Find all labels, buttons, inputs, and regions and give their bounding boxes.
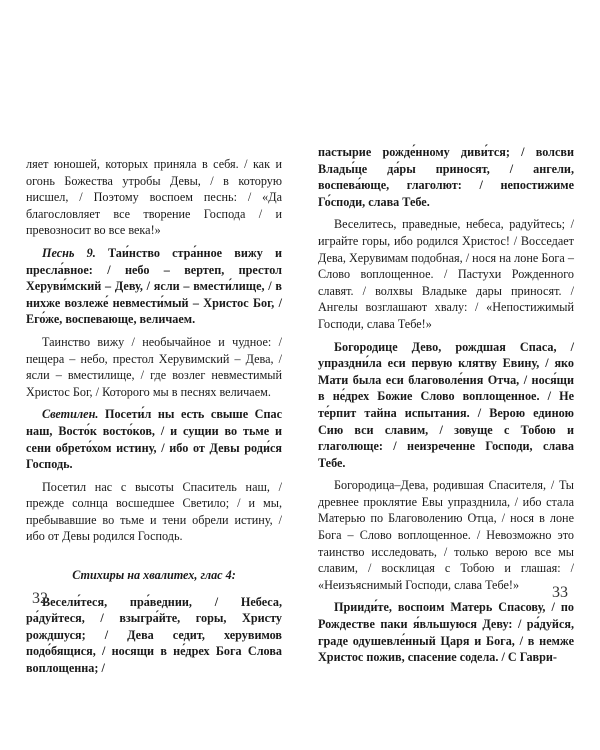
- left-paragraph-irmos: [26, 245, 282, 328]
- left-paragraph-svetilen: [26, 406, 282, 472]
- left-paragraph-6: Весели́теся, пра́веднии, / Небеса, ра́дуйтеся, / взыгра́йте, горы, Христу рождшуся; / Дева седит, херувимов подо́бящися, / носящи в не́дрех Бога Слова воплощенна; /: [26, 594, 282, 676]
- right-paragraph-5: Прииди́те, воспоим Матерь Спасову, / по Рождестве паки я́вльшуюся Деву: / ра́дуйся, граде одушевле́нный Царя и Бога, / в немже Христос пожив, спасение содела. / С Гаври-: [318, 600, 574, 665]
- page-number-left: 32: [32, 590, 48, 607]
- left-paragraph-1: ляет юношей, которых приняла в себя. / как и огонь Божества утробы Девы, / в которую нисшел, / Поэтому воспоем песнь: / «Да благословляет все творение Господа / и превозносит во все века!»: [26, 157, 282, 238]
- section-heading: Стихиры на хвалитех, глас 4:: [72, 568, 236, 583]
- left-paragraph-3: Таинство вижу / необычайное и чудное: / пещера – небо, престол Херувимский – Дева, / ясли – вместилище, / где возлег невместимый Христос Бог, / Которого мы в песнях величаем.: [26, 334, 282, 399]
- svetilen-text: Посети́л ны есть свыше Спас наш, Восто́к восто́ков, / и сущии во тьме и сени обрето́хом истину, / ибо от Девы роди́ся Господь.: [26, 407, 282, 472]
- page-number-right: 33: [552, 584, 568, 601]
- right-paragraph-2: Веселитесь, праведные, небеса, радуйтесь; / играйте горы, ибо родился Христос! / Восседает Дева, Херувимам подобная, / нося на лоне Бога – Слово воплощенное. / Пастухи Рожденного славят. / волхвы Владыке дары приносят. / Ангелы возглашают хвалу: / «Непостижимый Господи, слава Тебе!»: [318, 217, 574, 331]
- right-paragraph-3: Богородице Дево, рождшая Спаса, / упраздни́ла еси первую клятву Евину, / яко Мати была еси благоволе́ния Отча, / нося́щи в не́дрех Божие Слово воплощенное. / Не те́рпит тайна испытания. / Верою единою Сию вси славим, / зовуще с Тобою и глаголюще: / неизреченне Господи, слава Тебе.: [318, 339, 574, 470]
- right-page: [318, 144, 574, 672]
- ode-text: Таи́нство стра́нное вижу и пресла́вное: / небо – вертеп, престол Херуви́мский – Деву, / ясли – вмести́лище, / в нихже возлеже́ невмести́мый – Христос Бог, / Его́же, воспевающе, величаем.: [26, 245, 282, 327]
- right-paragraph-4: Богородица–Дева, родившая Спасителя, / Ты древнее проклятие Евы упразднила, / ибо стала Матерью по Благоволению Отца, / нося в лоне Бога – Слово воплощенное. / Невозможно это таинство исследовать, / только верою все мы славим, / восклицая с Тобою и глашая: / «Неизъяснимый Господи, слава Тебе!»: [318, 478, 574, 592]
- left-paragraph-5: Посетил нас с высоты Спаситель наш, / прежде солнца восшедшее Светило; / и мы, пребывавшие во тьме и тени обрели истину, / ибо от Девы родился Господь.: [26, 479, 282, 544]
- svetilen-label: Светилен.: [42, 407, 99, 422]
- left-page: [26, 156, 282, 683]
- ode-label: Песнь 9.: [42, 245, 96, 260]
- right-paragraph-1: пастырие рожде́нному диви́тся; / волсви Влады́це да́ры приносят, / ангели, воспева́юще, глаголют: / непостижиме Го́споди, слава Тебе.: [318, 145, 574, 209]
